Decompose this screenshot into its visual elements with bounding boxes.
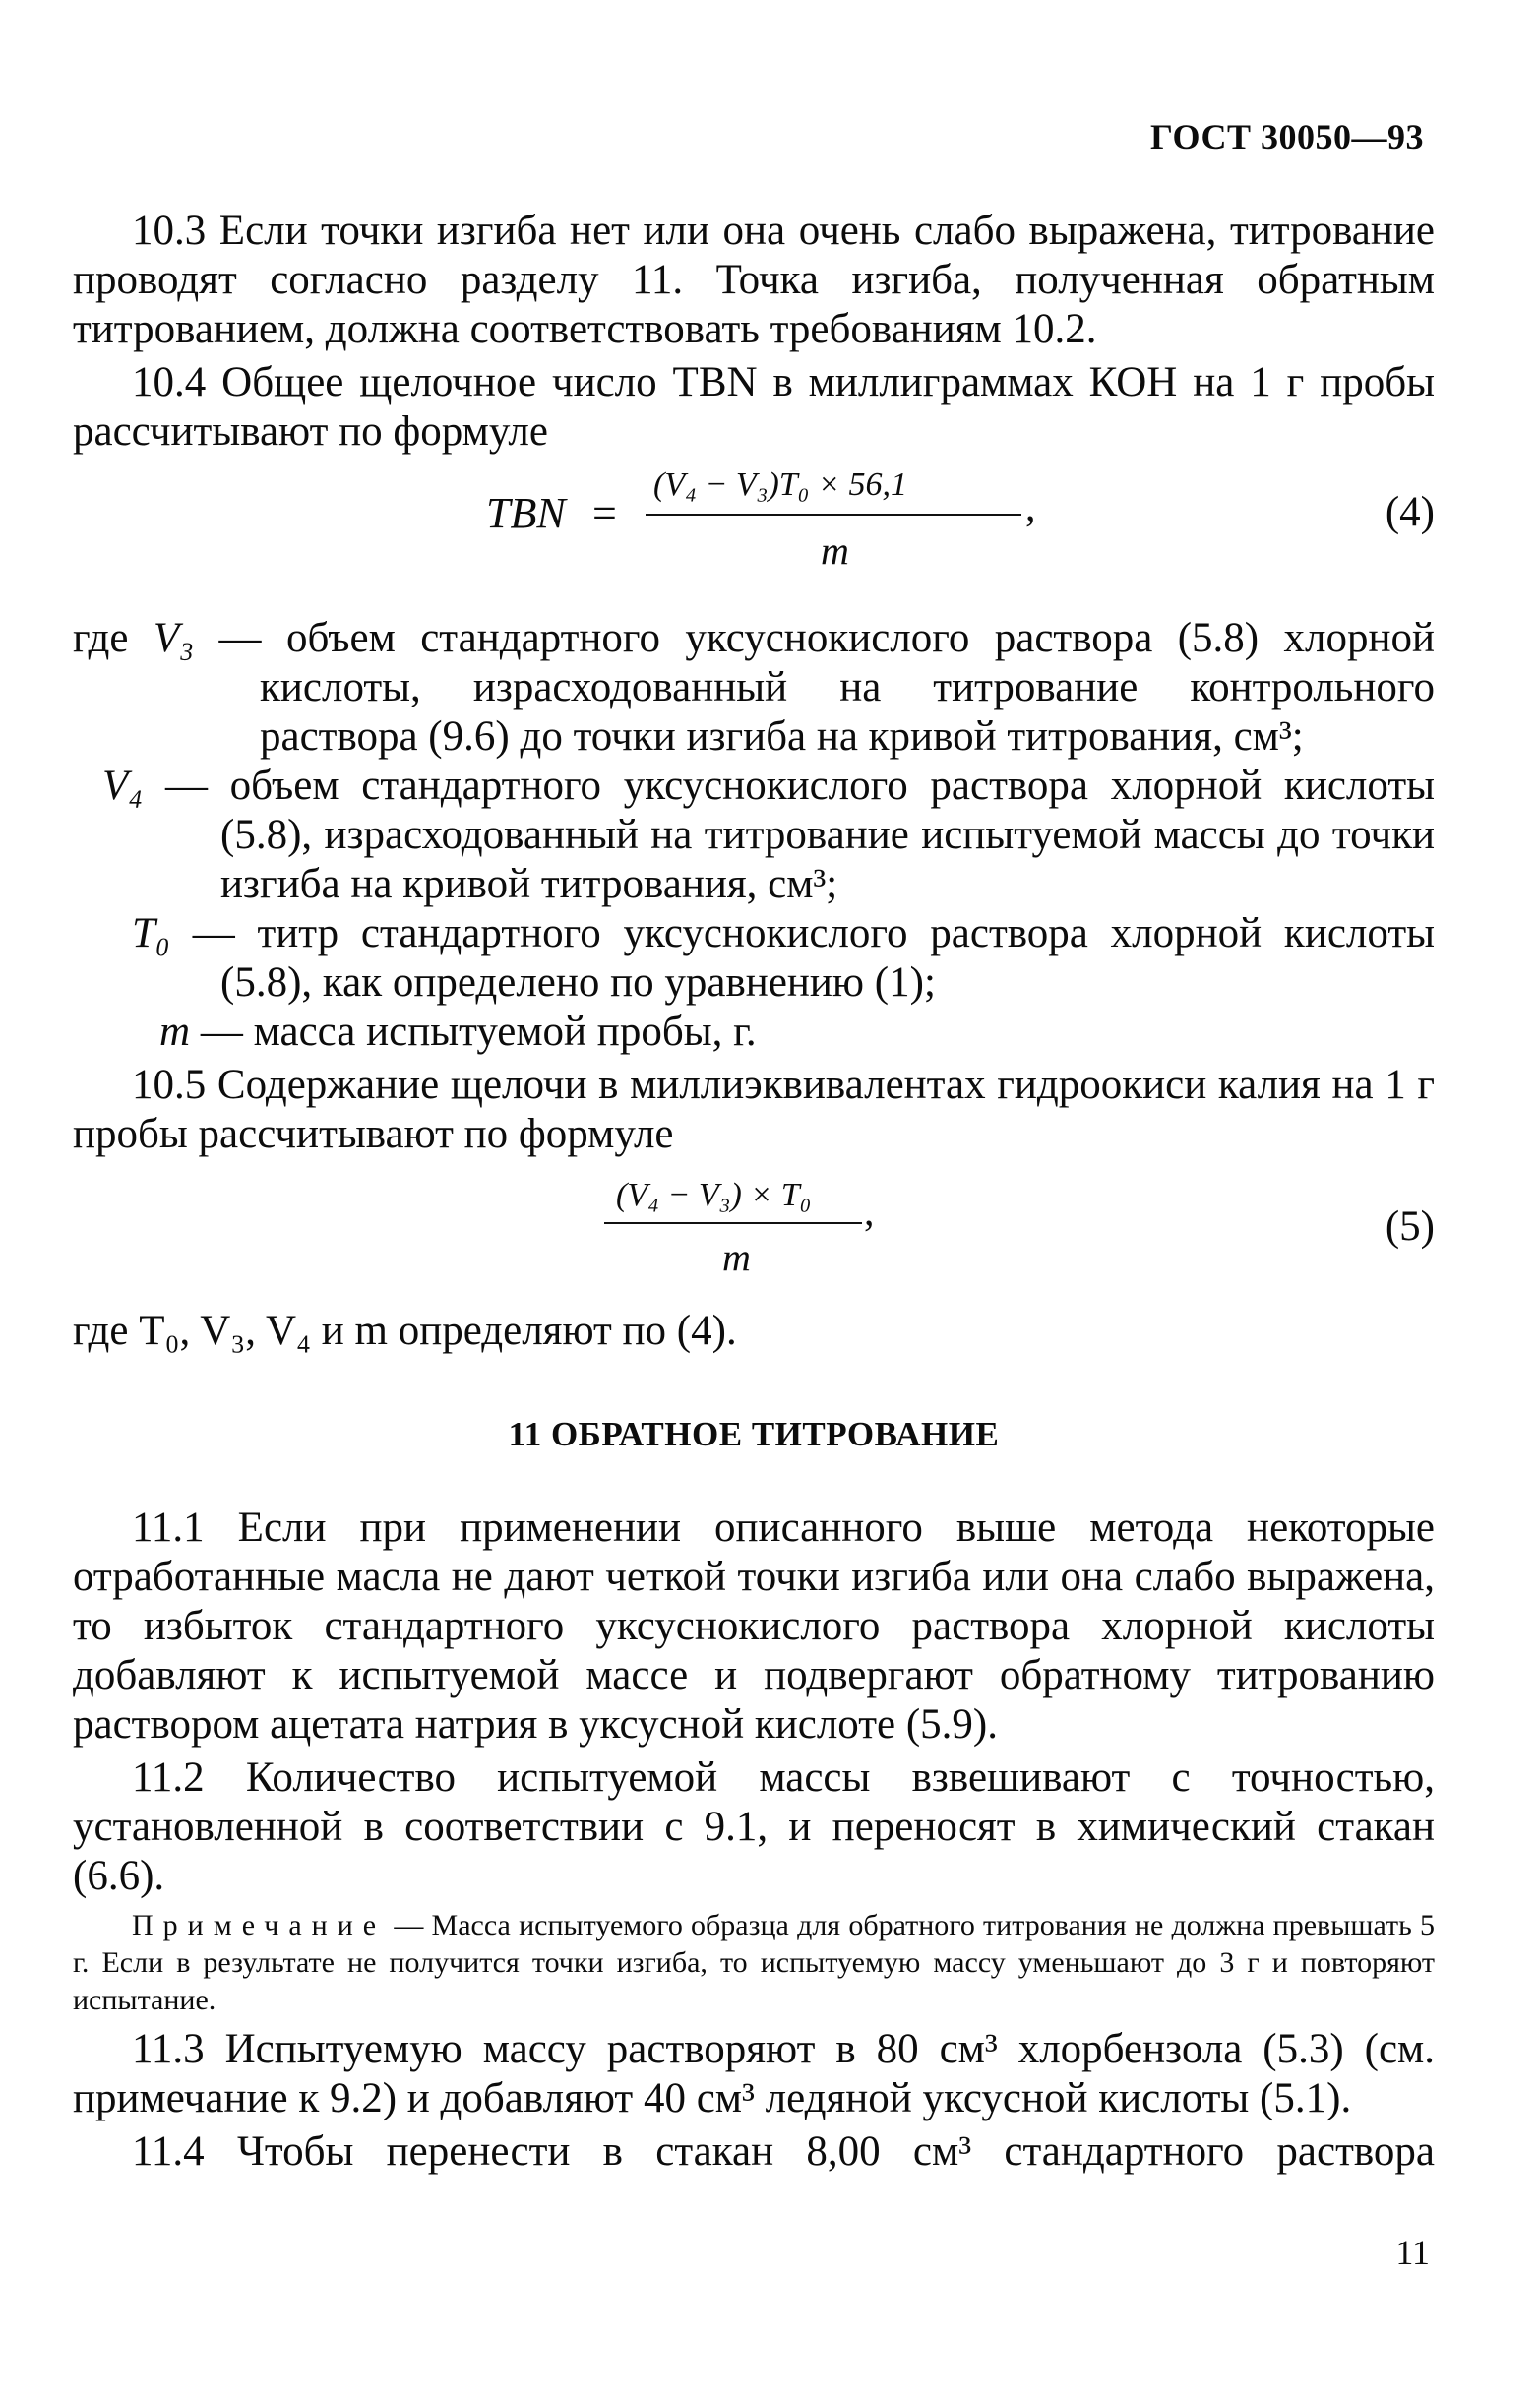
note-label: Примечание bbox=[132, 1909, 387, 1941]
page-number: 11 bbox=[1395, 2233, 1430, 2272]
section-11-title: 11 ОБРАТНОЕ ТИТРОВАНИЕ bbox=[508, 1415, 1000, 1453]
legend-symbol: T₀ bbox=[132, 910, 170, 956]
legend-description: — масса испытуемой пробы, г. bbox=[200, 1009, 757, 1055]
legend-symbol: V₃ bbox=[153, 615, 195, 661]
formula-5-numerator: (V₄ − V₃) × T₀ bbox=[616, 1177, 812, 1213]
paragraph-10-4: 10.4 Общее щелочное число TBN в миллиграммах КОН на 1 г пробы рассчитывают по формуле bbox=[73, 359, 1435, 455]
formula-4-fraction-bar bbox=[646, 514, 1021, 516]
legend-item-m bbox=[73, 1008, 1435, 1057]
formula-4-denominator: m bbox=[821, 528, 849, 573]
paragraph-11-2: 11.2 Количество испытуемой массы взвешивают с точностью, установленной в соответствии с 9.1, и переносят в химический стакан (6.6). bbox=[73, 1754, 1435, 1899]
formula-4-comma: , bbox=[1025, 485, 1036, 530]
formula-4-number: (4) bbox=[1385, 489, 1435, 535]
legend-description: — титр стандартного уксуснокислого раствора хлорной кислоты (5.8), как определено по уравнению (1); bbox=[192, 910, 1435, 1006]
formula-4-numerator: (V₄ − V₃)T₀ × 56,1 bbox=[653, 466, 907, 503]
formula-4-legend bbox=[73, 614, 1435, 1057]
formula-5-fraction-bar bbox=[604, 1222, 862, 1224]
legend-symbol: m bbox=[159, 1009, 191, 1055]
note bbox=[73, 1907, 1435, 2019]
note-text: — Масса испытуемого образца для обратного титрования не должна превышать 5 г. Если в результате не получится точки изгиба, то испытуемую массу уменьшают до 3 г и повторяют испытание. bbox=[73, 1909, 1435, 2016]
formula-5-denominator: m bbox=[722, 1235, 751, 1279]
legend-item-v3 bbox=[73, 614, 1435, 762]
legend-lead: где bbox=[73, 615, 129, 661]
formula-5-number: (5) bbox=[1385, 1203, 1435, 1250]
legend-description: — объем стандартного уксуснокислого раствора хлорной кислоты (5.8), израсходованный на титрование испытуемой массы до точки изгиба на кривой титрования, см³; bbox=[164, 763, 1435, 907]
legend-symbol: V₄ bbox=[102, 763, 144, 809]
legend-item-v4 bbox=[73, 762, 1435, 909]
paragraph-11-1: 11.1 Если при применении описанного выше метода некоторые отработанные масла не дают четкой точки изгиба или она слабо выражена, то избыток стандартного уксуснокислого раствора хлорной кислоты добавляют к испытуемой массе и подвергают обратному титрованию раствором ацетата натрия в уксусной кислоте (5.9). bbox=[73, 1505, 1435, 1748]
formula-4 bbox=[73, 462, 1435, 608]
legend-description: — объем стандартного уксуснокислого раствора (5.8) хлорной кислоты, израсходованный на титрование контрольного раствора (9.6) до точки изгиба на кривой титрования, см³; bbox=[218, 615, 1436, 760]
paragraph-10-3: 10.3 Если точки изгиба нет или она очень слабо выражена, титрование проводят согласно разделу 11. Точка изгиба, полученная обратным титрованием, должна соответствовать требованиям 10.2. bbox=[73, 208, 1435, 352]
formula-5-legend: где T₀, V₃, V₄ и m определяют по (4). bbox=[73, 1308, 737, 1354]
formula-5-comma: , bbox=[864, 1190, 875, 1235]
page-content bbox=[73, 207, 1435, 2177]
paragraph-10-5: 10.5 Содержание щелочи в миллиэквивалентах гидроокиси калия на 1 г пробы рассчитывают по формуле bbox=[73, 1062, 1435, 1157]
legend-item-t0 bbox=[73, 909, 1435, 1008]
formula-4-lhs: TBN bbox=[486, 489, 566, 537]
formula-5 bbox=[73, 1177, 1435, 1307]
paragraph-11-4: 11.4 Чтобы перенести в стакан 8,00 см³ стандартного раствора bbox=[132, 2128, 1435, 2175]
document-id-header: ГОСТ 30050—93 bbox=[1150, 117, 1424, 156]
paragraph-11-3: 11.3 Испытуемую массу растворяют в 80 см³ хлорбензола (5.3) (см. примечание к 9.2) и добавляют 40 см³ ледяной уксусной кислоты (5.1). bbox=[73, 2026, 1435, 2121]
formula-4-equals: = bbox=[592, 489, 617, 537]
